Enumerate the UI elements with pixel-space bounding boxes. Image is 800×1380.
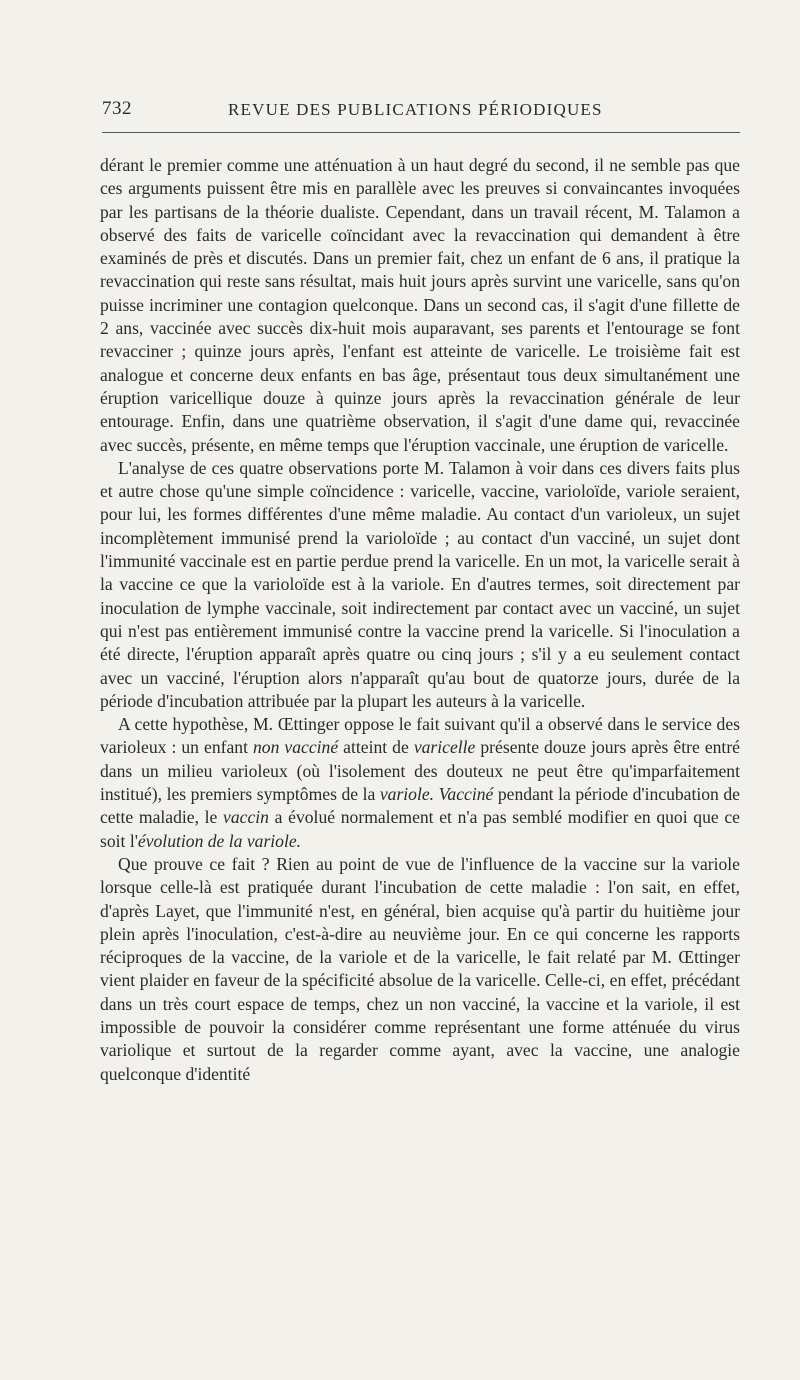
page-number: 732 <box>102 98 132 119</box>
p3-italic-evolution: évolution de la variole. <box>137 830 302 851</box>
p3-italic-non-vaccine: non vacciné <box>253 737 339 758</box>
p3-text-d: pendant la période d'incubation de cette maladie, le <box>100 784 740 828</box>
p3-italic-vaccin: vaccin <box>223 807 269 828</box>
running-title: REVUE DES PUBLICATIONS PÉRIODIQUES <box>228 100 603 119</box>
p3-italic-variole-vaccine: variole. Vacciné <box>379 784 494 805</box>
p3-text-c: présente douze jours après être entré dans un milieu varioleux (où l'isolement des douteux ne peut être qu'imparfaitement institué), les premiers symptômes de la <box>100 737 740 805</box>
paragraph-3 <box>100 713 740 853</box>
paragraph-1: dérant le premier comme une atténuation à un haut degré du second, il ne semble pas que ces arguments puissent être mis en parallèle avec les preuves si convaincantes invoquées par les partisans de la théorie dualiste. Cependant, dans un travail récent, M. Talamon a observé des faits de varicelle coïncidant avec la revaccination qui demandent à être examinés de près et discutés. Dans un premier fait, chez un enfant de 6 ans, il pratique la revaccination qui reste sans résultat, mais huit jours après survint une varicelle, sans qu'on puisse incriminer une contagion quelconque. Dans un second cas, il s'agit d'une fillette de 2 ans, vaccinée avec succès dix-huit mois auparavant, ses parents et l'entourage se font revacciner ; quinze jours après, l'enfant est atteinte de varicelle. Le troisième fait est analogue et concerne deux enfants en bas âge, présentaut tous deux simultanément une éruption varicellique douze à quinze jours après la revaccination générale de leur entourage. Enfin, dans une quatrième observation, il s'agit d'une dame qui, revaccinée avec succès, présente, en même temps que l'éruption vaccinale, une éruption de varicelle. <box>100 155 740 455</box>
header-rule <box>102 132 740 133</box>
p3-text-b: atteint de <box>338 737 414 758</box>
p3-text-a: A cette hypothèse, M. Œttinger oppose le fait suivant qu'il a observé dans le service des varioleux : un enfant <box>100 714 740 758</box>
paragraph-2: L'analyse de ces quatre observations porte M. Talamon à voir dans ces divers faits plus et autre chose qu'une simple coïncidence : varicelle, vaccine, varioloïde, variole seraient, pour lui, les formes différentes d'une même maladie. Au contact d'un varioleux, un sujet incomplètement immunisé prend la varioloïde ; au contact d'un vacciné, un sujet dont l'immunité vaccinale est en partie perdue prend la varicelle. En un mot, la varicelle serait à la vaccine ce que la varioloïde est à la variole. En d'autres termes, soit directement par inoculation de lymphe vaccinale, soit indirectement par contact avec un vacciné, un sujet qui n'est pas entièrement immunisé contre la vaccine prend la varicelle. Si l'inoculation a été directe, l'éruption apparaît après quatre ou cinq jours ; s'il y a eu seulement contact avec un vacciné, l'éruption alors n'apparaît qu'au bout de quatorze jours, durée de la période d'incubation attribuée par la plupart les auteurs à la varicelle. <box>100 457 740 711</box>
article-body <box>100 154 740 1086</box>
paragraph-4: Que prouve ce fait ? Rien au point de vue de l'influence de la vaccine sur la variole lorsque celle-là est pratiquée durant l'incubation de cette maladie : l'on sait, en effet, d'après Layet, que l'immunité n'est, en général, bien acquise qu'à partir du huitième jour plein après l'inoculation, c'est-à-dire au neuvième jour. En ce qui concerne les rapports réciproques de la vaccine, de la variole et de la varicelle, le fait relaté par M. Œttinger vient plaider en faveur de la spécificité absolue de la varicelle. Celle-ci, en effet, précédant dans un très court espace de temps, chez un non vacciné, la vaccine et la variole, il est impossible de pouvoir la considérer comme représentant une forme atténuée du virus variolique et surtout de la regarder comme ayant, avec la vaccine, une analogie quelconque d'identité <box>100 853 740 1084</box>
p3-text-e: a évolué normalement et n'a pas semblé modifier en quoi que ce soit l' <box>100 807 740 851</box>
p3-italic-varicelle: varicelle <box>413 737 476 758</box>
